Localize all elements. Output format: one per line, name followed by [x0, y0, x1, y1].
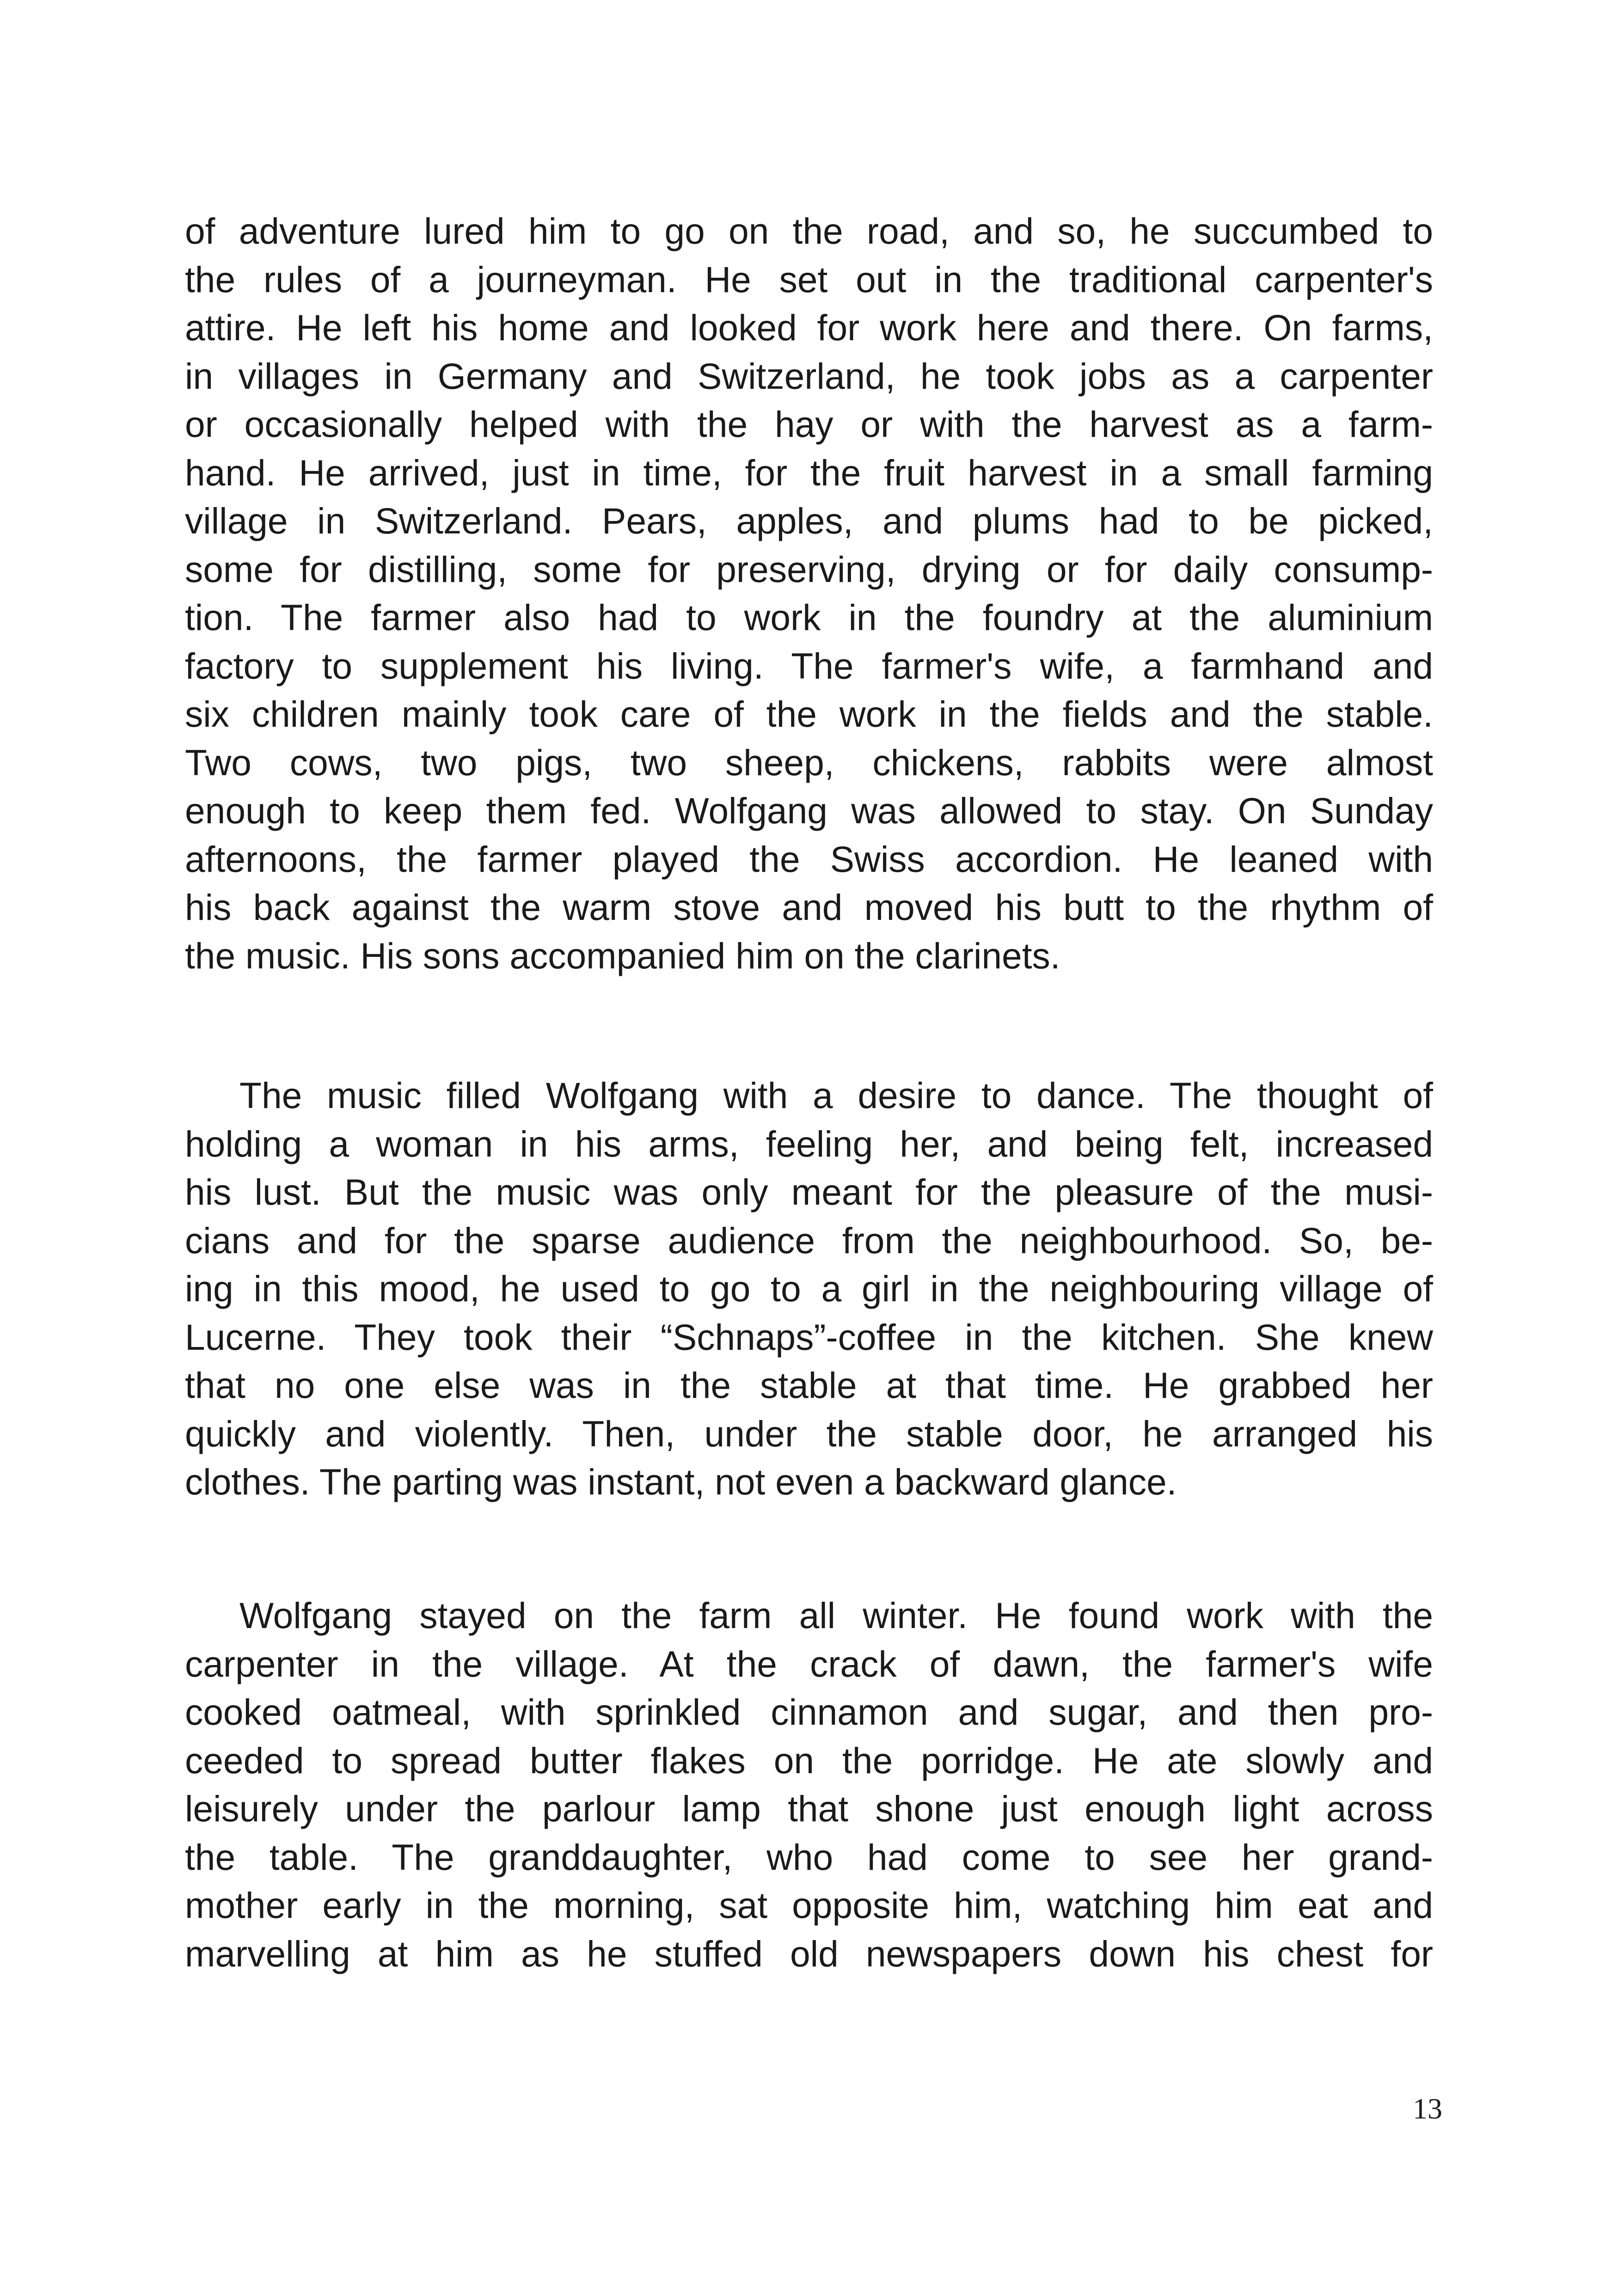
paragraph-2-line: that no one else was in the stable at that time. He grabbed her — [185, 1365, 1433, 1406]
paragraph-3-line: marvelling at him as he stuffed old newspapers down his chest for — [185, 1933, 1433, 1974]
paragraph-3-line: the table. The granddaughter, who had come to see her grand- — [185, 1837, 1433, 1878]
paragraph-1-line: village in Switzerland. Pears, apples, and plums had to be picked, — [185, 501, 1433, 541]
paragraph-1-line: Two cows, two pigs, two sheep, chickens, rabbits were almost — [185, 742, 1433, 783]
paragraph-2-line: clothes. The parting was instant, not even a backward glance. — [185, 1462, 1177, 1502]
paragraph-2-line: The music filled Wolfgang with a desire to dance. The thought of — [239, 1075, 1433, 1116]
paragraph-3-line: ceeded to spread butter flakes on the porridge. He ate slowly and — [185, 1740, 1433, 1781]
paragraph-2-line: holding a woman in his arms, feeling her, and being felt, increased — [185, 1123, 1433, 1164]
paragraph-3-line: mother early in the morning, sat opposite him, watching him eat and — [185, 1885, 1433, 1926]
paragraph-3 — [185, 1592, 1433, 1978]
paragraph-2-line: ing in this mood, he used to go to a girl in the neighbouring village of — [185, 1268, 1433, 1309]
paragraph-1-line: or occasionally helped with the hay or with the harvest as a farm- — [185, 404, 1433, 445]
paragraph-2 — [185, 1071, 1433, 1506]
paragraph-1-line: some for distilling, some for preserving, drying or for daily consump- — [185, 549, 1433, 590]
paragraph-1-line: tion. The farmer also had to work in the foundry at the aluminium — [185, 597, 1433, 638]
paragraph-1-line: factory to supplement his living. The farmer's wife, a farmhand and — [185, 645, 1433, 686]
paragraph-1-line: hand. He arrived, just in time, for the fruit harvest in a small farming — [185, 452, 1433, 493]
paragraph-3-line: Wolfgang stayed on the farm all winter. He found work with the — [239, 1595, 1433, 1636]
paragraph-1-line: six children mainly took care of the work in the fields and the stable. — [185, 694, 1433, 735]
paragraph-1-line: the music. His sons accompanied him on the clarinets. — [185, 935, 1060, 976]
paragraph-2-line: Lucerne. They took their “Schnaps”-coffee in the kitchen. She knew — [185, 1316, 1433, 1358]
paragraph-1-line: attire. He left his home and looked for work here and there. On farms, — [185, 307, 1433, 348]
paragraph-3-line: leisurely under the parlour lamp that shone just enough light across — [185, 1788, 1433, 1829]
paragraph-1-line: of adventure lured him to go on the road, and so, he succumbed to — [185, 211, 1433, 251]
page-number: 13 — [1413, 2092, 1442, 2125]
paragraph-1-line: afternoons, the farmer played the Swiss accordion. He leaned with — [185, 839, 1433, 880]
paragraph-2-line: his lust. But the music was only meant for the pleasure of the musi- — [185, 1172, 1433, 1212]
paragraph-2-line: quickly and violently. Then, under the stable door, he arranged his — [185, 1413, 1433, 1454]
paragraph-1-line: in villages in Germany and Switzerland, he took jobs as a carpenter — [185, 355, 1433, 397]
paragraph-1-line: enough to keep them fed. Wolfgang was allowed to stay. On Sunday — [185, 790, 1433, 831]
paragraph-3-line: cooked oatmeal, with sprinkled cinnamon and sugar, and then pro- — [185, 1692, 1433, 1733]
paragraph-1-line: the rules of a journeyman. He set out in the traditional carpenter's — [185, 259, 1433, 300]
paragraph-1-line: his back against the warm stove and moved his butt to the rhythm of — [185, 887, 1433, 928]
paragraph-1 — [185, 207, 1433, 980]
paragraph-2-line: cians and for the sparse audience from the neighbourhood. So, be- — [185, 1220, 1433, 1261]
paragraph-3-line: carpenter in the village. At the crack of dawn, the farmer's wife — [185, 1643, 1433, 1684]
